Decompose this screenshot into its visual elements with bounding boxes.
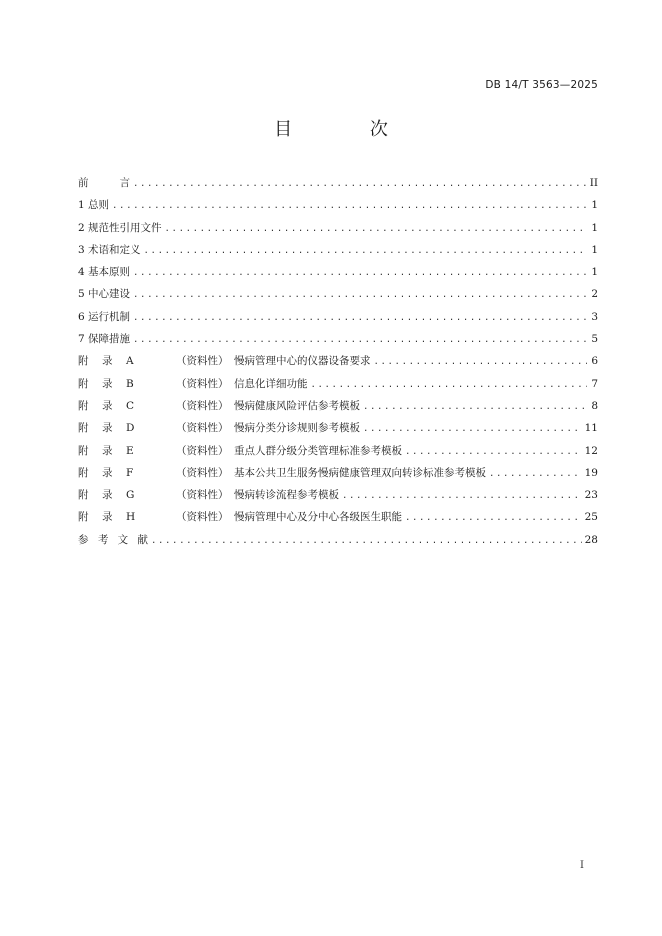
toc-entry[interactable] <box>78 350 598 372</box>
toc-entry[interactable] <box>78 440 598 462</box>
appendix-prefix-char: 录 <box>102 422 113 435</box>
dot-leader <box>165 218 587 240</box>
appendix-prefix-char: 附 <box>78 444 89 457</box>
toc-page-number: II <box>589 177 598 189</box>
dot-leader <box>363 418 582 440</box>
dot-leader <box>363 396 587 418</box>
toc-entry[interactable] <box>78 217 598 239</box>
appendix-title: 慢病健康风险评估参考模板 <box>234 399 360 412</box>
appendix-kind: （资料性） <box>176 489 229 502</box>
toc-entry[interactable] <box>78 283 598 305</box>
toc-page-number: 6 <box>591 355 598 368</box>
toc-entry[interactable] <box>78 172 598 194</box>
dot-leader <box>133 173 587 195</box>
toc-page-number: 1 <box>591 243 598 256</box>
dot-leader <box>144 240 587 262</box>
appendix-prefix-char: 附 <box>78 399 89 412</box>
appendix-kind: （资料性） <box>176 466 229 479</box>
toc-entry[interactable] <box>78 462 598 484</box>
toc-entry[interactable] <box>78 373 598 395</box>
dot-leader <box>374 351 588 373</box>
appendix-prefix-char: 附 <box>78 377 89 390</box>
appendix-prefix-char: 录 <box>102 489 113 502</box>
page-number: I <box>580 860 584 871</box>
toc-label-char: 参 <box>78 533 89 546</box>
toc-page-number: 3 <box>591 310 598 323</box>
toc-entry[interactable] <box>78 194 598 216</box>
appendix-letter: A <box>126 355 134 368</box>
table-of-contents <box>78 172 598 551</box>
toc-entry-label <box>78 417 360 439</box>
toc-page-number: 1 <box>591 199 598 212</box>
appendix-prefix-char: 录 <box>102 355 113 368</box>
dot-leader <box>151 530 582 552</box>
section-title: 7 保障措施 <box>78 333 131 346</box>
toc-entry[interactable] <box>78 306 598 328</box>
appendix-title: 慢病分类分诊规则参考模板 <box>234 422 360 435</box>
toc-page-number: 7 <box>591 377 598 390</box>
appendix-title: 慢病管理中心的仪器设备要求 <box>234 355 371 368</box>
appendix-kind: （资料性） <box>176 511 229 524</box>
appendix-title: 重点人群分级分类管理标准参考模板 <box>234 444 402 457</box>
dot-leader <box>311 374 588 396</box>
appendix-kind: （资料性） <box>176 355 229 368</box>
toc-entry[interactable] <box>78 484 598 506</box>
toc-entry-label <box>78 350 371 372</box>
toc-entry[interactable] <box>78 328 598 350</box>
appendix-kind: （资料性） <box>176 422 229 435</box>
toc-entry[interactable] <box>78 261 598 283</box>
appendix-prefix-char: 录 <box>102 511 113 524</box>
toc-page-number: 8 <box>591 399 598 412</box>
toc-entry[interactable] <box>78 417 598 439</box>
appendix-prefix-char: 录 <box>102 399 113 412</box>
toc-entry-label <box>78 239 141 261</box>
toc-label-char: 前 <box>78 177 89 189</box>
dot-leader <box>133 262 587 284</box>
toc-entry-label <box>78 261 130 283</box>
standard-code: DB 14/T 3563—2025 <box>485 79 598 91</box>
dot-leader <box>133 284 587 306</box>
appendix-prefix-char: 附 <box>78 511 89 524</box>
appendix-kind: （资料性） <box>176 377 229 390</box>
toc-entry-label <box>78 395 360 417</box>
toc-label-char: 考 <box>97 533 109 546</box>
section-title: 2 规范性引用文件 <box>78 221 162 234</box>
toc-page-number: 12 <box>584 444 598 457</box>
appendix-prefix-char: 录 <box>102 377 113 390</box>
appendix-title: 慢病转诊流程参考模板 <box>234 489 339 502</box>
toc-entry-label <box>78 506 402 528</box>
section-title: 1 总则 <box>78 199 110 212</box>
appendix-prefix-char: 录 <box>102 466 113 479</box>
toc-page-number: 28 <box>584 533 598 546</box>
appendix-letter: C <box>126 399 135 412</box>
toc-entry-label <box>78 328 130 350</box>
appendix-letter: H <box>126 511 136 524</box>
dot-leader <box>489 463 582 485</box>
section-title: 5 中心建设 <box>78 288 131 301</box>
toc-entry-label <box>78 217 162 239</box>
appendix-prefix-char: 附 <box>78 466 89 479</box>
dot-leader <box>112 195 587 217</box>
toc-label-char: 文 <box>117 533 129 546</box>
toc-entry-label <box>78 194 109 216</box>
appendix-letter: E <box>126 444 134 457</box>
appendix-prefix-char: 附 <box>78 489 89 502</box>
section-title: 4 基本原则 <box>78 266 131 279</box>
section-title: 6 运行机制 <box>78 310 131 323</box>
appendix-letter: F <box>126 466 134 479</box>
appendix-letter: G <box>126 489 135 502</box>
toc-title: 目 次 <box>274 119 424 140</box>
toc-page-number: 19 <box>584 466 598 479</box>
appendix-letter: B <box>126 377 134 390</box>
toc-page-number: 25 <box>584 511 598 524</box>
toc-entry-label <box>78 373 308 395</box>
toc-label-char: 献 <box>137 533 148 546</box>
dot-leader <box>405 507 582 529</box>
appendix-prefix-char: 附 <box>78 422 89 435</box>
dot-leader <box>342 485 582 507</box>
toc-entry-label <box>78 529 148 551</box>
appendix-title: 慢病管理中心及分中心各级医生职能 <box>234 511 402 524</box>
toc-page-number: 1 <box>591 221 598 234</box>
toc-entry-label <box>78 306 130 328</box>
dot-leader <box>405 441 582 463</box>
section-title: 3 术语和定义 <box>78 243 141 256</box>
toc-page-number: 23 <box>584 489 598 502</box>
toc-entry[interactable] <box>78 506 598 528</box>
appendix-title: 基本公共卫生服务慢病健康管理双向转诊标准参考模板 <box>234 466 486 479</box>
toc-entry-label <box>78 484 339 506</box>
toc-entry-label <box>78 283 130 305</box>
toc-page-number: 2 <box>591 288 598 301</box>
appendix-kind: （资料性） <box>176 399 229 412</box>
toc-page-number: 5 <box>591 333 598 346</box>
toc-entry[interactable] <box>78 395 598 417</box>
toc-page-number: 11 <box>584 422 598 435</box>
appendix-prefix-char: 附 <box>78 355 89 368</box>
dot-leader <box>133 307 587 329</box>
appendix-letter: D <box>126 422 135 435</box>
toc-label-char: 言 <box>119 177 130 189</box>
toc-entry-label <box>78 172 130 194</box>
appendix-kind: （资料性） <box>176 444 229 457</box>
toc-entry-label <box>78 462 486 484</box>
appendix-title: 信息化详细功能 <box>234 377 308 390</box>
toc-entry[interactable] <box>78 239 598 261</box>
toc-entry-label <box>78 440 402 462</box>
toc-entry[interactable] <box>78 529 598 551</box>
toc-page-number: 1 <box>591 266 598 279</box>
dot-leader <box>133 329 587 351</box>
appendix-prefix-char: 录 <box>102 444 113 457</box>
